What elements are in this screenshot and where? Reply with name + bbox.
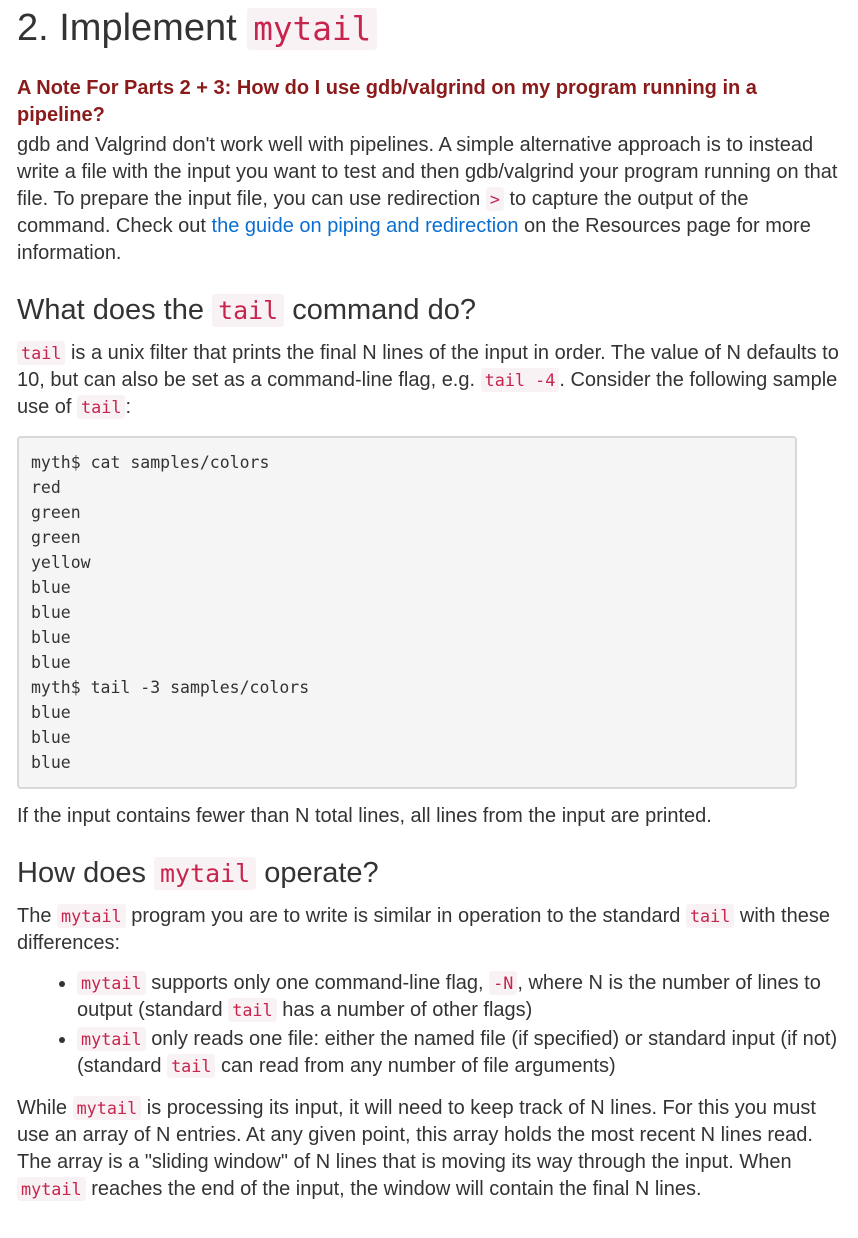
list-item: • mytail supports only one command-line flag, -N , where N is the number of lines to output (standard tail has a number of other flags) [77,970,840,1024]
code-line: green [31,528,81,547]
mytail-code-f2: mytail [17,1177,86,1201]
mytail-code-b1: mytail [77,971,146,995]
n-flag-code: -N [489,971,517,995]
fewer-lines-paragraph: If the input contains fewer than N total lines, all lines from the input are printed. [17,805,712,827]
tail-code-2: tail [77,395,125,419]
mytail-intro: The mytail program you are to write is similar in operation to the standard tail with these differences: [17,905,830,954]
code-line: myth$ cat samples/colors [31,453,270,472]
page-title: 2. Implement mytail [17,0,840,54]
tail-code-3: tail [686,904,734,928]
mytail-heading: How does mytail operate? [17,857,379,889]
guide-link[interactable]: the guide on piping and redirection [211,215,519,237]
tail-flag-code: tail -4 [481,368,560,392]
tail-paragraph: tail is a unix filter that prints the final N lines of the input in order. The value of N defaults to 10, but can also be set as a command-line flag, e.g. tail -4 . Consider the following sample use of tail : [17,342,839,418]
code-line: blue [31,603,71,622]
differences-list [17,970,840,1080]
note-paragraph: gdb and Valgrind don't work well with pipelines. A simple alternative approach is to instead write a file with the input you want to test and then gdb/valgrind your program running on that file. To prepare the input file, you can use redirection > to capture the output of the command. Check out the guide on piping and redirection on the Resources page for more information. [17,134,838,264]
redirect-code: > [486,187,504,211]
tail-code: tail [17,341,65,365]
code-line: myth$ tail -3 samples/colors [31,678,310,697]
mytail-heading-code: mytail [154,857,256,890]
mytail-code: mytail [57,904,126,928]
sample-code-block [17,436,797,789]
tail-code-b2: tail [167,1054,215,1078]
code-line: blue [31,578,71,597]
code-line: blue [31,653,71,672]
code-line: green [31,503,81,522]
list-item: • mytail only reads one file: either the named file (if specified) or standard input (if not) (standard tail can read from any number of file arguments) [77,1026,840,1080]
code-line: red [31,478,61,497]
code-line: blue [31,728,71,747]
code-line: yellow [31,553,91,572]
mytail-code-f1: mytail [73,1096,142,1120]
tail-code-b1: tail [228,998,276,1022]
title-code: mytail [247,8,377,50]
sliding-window-paragraph: While mytail is processing its input, it will need to keep track of N lines. For this you must use an array of N entries. At any given point, this array holds the most recent N lines read. The array is a "sliding window" of N lines that is moving its way through the input. When mytail reaches the end of the input, the window will contain the final N lines. [17,1097,816,1200]
code-line: blue [31,628,71,647]
note-title: A Note For Parts 2 + 3: How do I use gdb/valgrind on my program running in a pipeline? [17,77,757,126]
code-line: blue [31,753,71,772]
tail-heading-code: tail [212,294,284,327]
mytail-code-b2: mytail [77,1027,146,1051]
code-line: blue [31,703,71,722]
tail-heading: What does the tail command do? [17,294,476,326]
